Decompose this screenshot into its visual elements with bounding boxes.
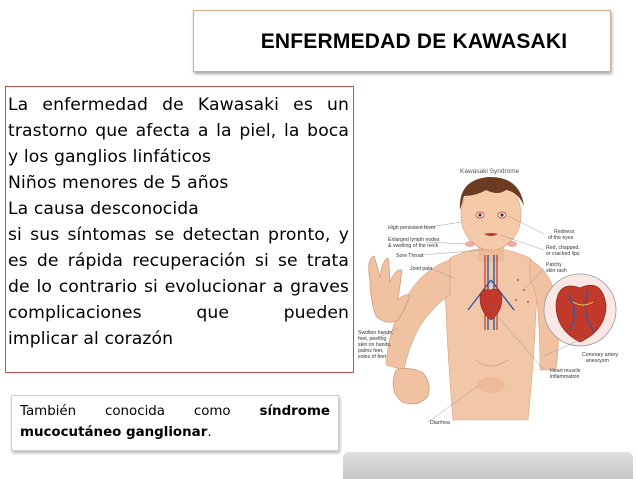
label-sore-throat: Sore Throat [396,253,424,259]
label-lymph-nodes-2: & swelling of the neck [388,243,439,249]
also-known-term-b: mucocutáneo ganglionar [20,425,208,440]
paragraph-definition: La enfermedad de Kawasaki es un trastorno que afecta a la piel, la boca y los ganglios linfáticos [8,95,349,167]
label-eyes-1: Redness [554,229,575,235]
also-known-line-1 [20,401,330,422]
page-title: ENFERMEDAD DE KAWASAKI [260,30,568,53]
label-lips-1: Red, chapped, [546,245,580,251]
also-known-box [11,395,339,451]
paragraph-prognosis: si sus síntomas se detectan pronto, y es de rápida recuperación si se trata de lo contrario si evolucionar a graves complicaciones que pueden [8,225,349,323]
label-hands-2: feet, peeling [358,336,387,342]
label-rash-2: skin rash [546,268,567,274]
label-heart-1: Heart muscle [550,368,581,374]
label-lips-2: or cracked lips [546,251,580,257]
also-known-term-a: síndrome [259,404,331,419]
label-eyes-2: of the eyes [548,235,574,241]
also-known-line-2 [20,422,330,443]
footer-bar [343,452,633,479]
child-figure [369,177,559,420]
label-lymph-nodes-1: Enlarged lymph nodes [388,237,440,243]
heart-detail [544,274,616,346]
label-hands-1: Swollen hands, [358,330,394,336]
description-box [5,86,354,373]
description-text [8,92,349,352]
label-hands-4: palms feet, [358,348,384,354]
label-joint-pain: Joint pain [410,266,433,272]
paragraph-age: Niños menores de 5 años [8,173,229,193]
label-fever: High persistent fever [388,225,436,231]
paragraph-prognosis-end: implicar al corazón [8,329,174,349]
kawasaki-syndrome-illustration [358,160,628,460]
paragraph-cause: La causa desconocida [8,199,199,219]
label-coronary-2: aneurysm [586,358,609,364]
label-heart-2: inflammation [550,374,580,380]
illustration-heading: Kawasaki Syndrome [460,168,520,175]
label-diarrhea: Diarrhea [430,420,450,426]
title-box [193,10,611,72]
also-known-prefix: También conocida como [20,404,231,419]
label-rash-1: Patchy [546,262,562,268]
label-coronary-1: Coronary artery [582,352,619,358]
label-hands-3: skin on hands, [358,342,392,348]
label-hands-5: soles of feet [358,354,386,360]
also-known-text [20,401,330,443]
also-known-suffix: . [207,425,212,440]
